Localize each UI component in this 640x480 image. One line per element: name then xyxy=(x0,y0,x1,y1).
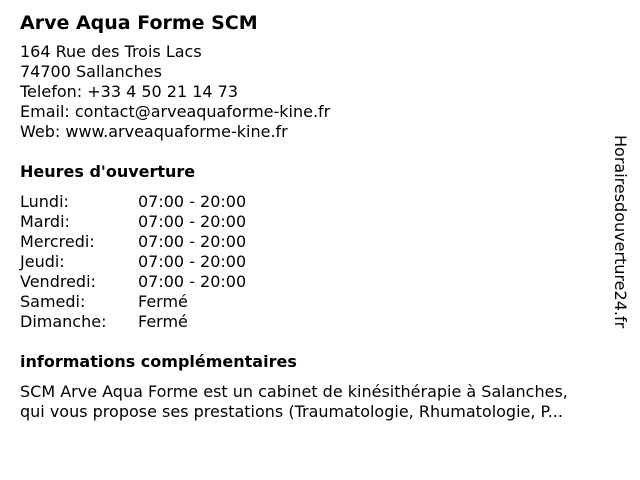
web-line: Web: www.arveaquaforme-kine.fr xyxy=(20,122,288,141)
contact-block xyxy=(20,42,620,142)
hours-row-sunday xyxy=(20,312,620,332)
address-city: 74700 Sallanches xyxy=(20,62,162,81)
hours-day: Samedi: xyxy=(20,292,86,311)
hours-row-tuesday xyxy=(20,212,620,232)
hours-time: 07:00 - 20:00 xyxy=(138,252,247,271)
hours-heading: Heures d'ouverture xyxy=(20,162,196,181)
hours-day: Mardi: xyxy=(20,212,70,231)
info-description xyxy=(20,382,620,422)
hours-time: 07:00 - 20:00 xyxy=(138,192,247,211)
description-line-1: SCM Arve Aqua Forme est un cabinet de kinésithérapie à Salanches, xyxy=(20,382,568,401)
hours-row-friday xyxy=(20,272,620,292)
hours-day: Jeudi: xyxy=(20,252,65,271)
hours-time: 07:00 - 20:00 xyxy=(138,232,247,251)
hours-day: Lundi: xyxy=(20,192,69,211)
hours-row-saturday xyxy=(20,292,620,312)
hours-time: 07:00 - 20:00 xyxy=(138,212,247,231)
description-line-2: qui vous propose ses prestations (Traumatologie, Rhumatologie, P... xyxy=(20,402,563,421)
hours-time: Fermé xyxy=(138,312,188,331)
info-heading: informations complémentaires xyxy=(20,352,297,371)
hours-day: Vendredi: xyxy=(20,272,96,291)
hours-day: Dimanche: xyxy=(20,312,107,331)
business-card xyxy=(20,10,620,422)
business-name: Arve Aqua Forme SCM xyxy=(20,12,258,34)
hours-row-wednesday xyxy=(20,232,620,252)
hours-row-monday xyxy=(20,192,620,212)
hours-time: Fermé xyxy=(138,292,188,311)
hours-day: Mercredi: xyxy=(20,232,95,251)
address-street: 164 Rue des Trois Lacs xyxy=(20,42,202,61)
site-watermark: Horairesdouverture24.fr xyxy=(611,135,630,329)
email-line: Email: contact@arveaquaforme-kine.fr xyxy=(20,102,331,121)
hours-row-thursday xyxy=(20,252,620,272)
hours-table xyxy=(20,192,620,332)
phone-line: Telefon: +33 4 50 21 14 73 xyxy=(20,82,239,101)
hours-time: 07:00 - 20:00 xyxy=(138,272,247,291)
